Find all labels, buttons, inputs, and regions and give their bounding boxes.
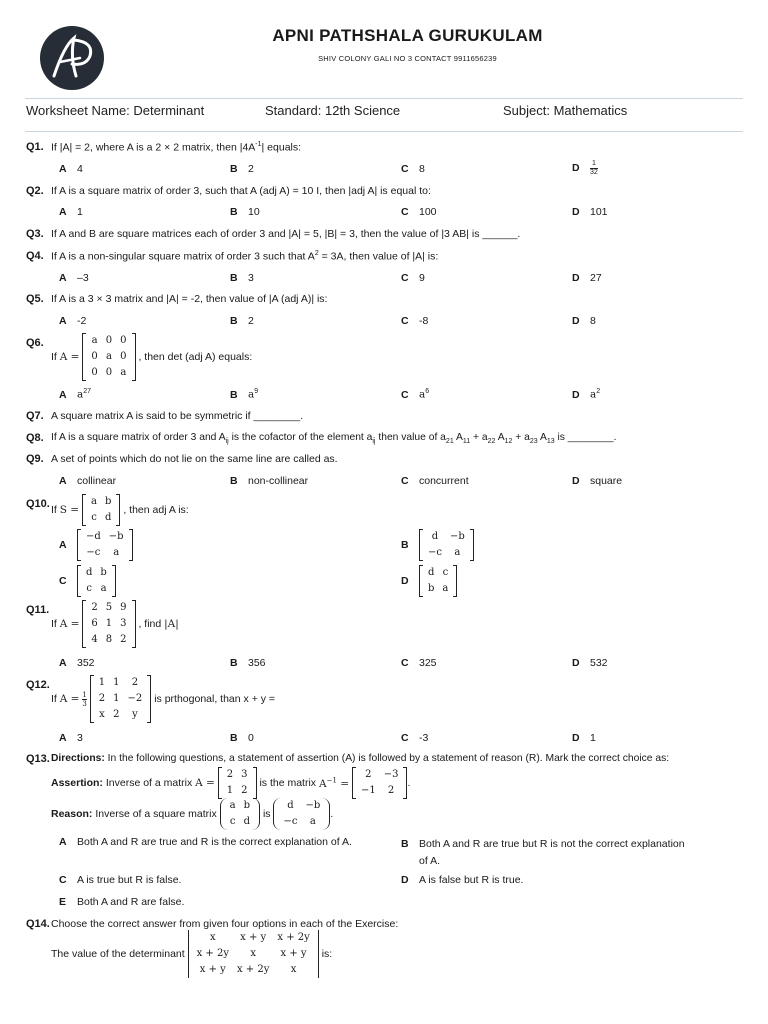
question-number: Q11. bbox=[26, 604, 50, 616]
matrix-grid bbox=[424, 529, 469, 561]
matrix-entry: −1 bbox=[360, 785, 376, 796]
option-d[interactable]: D 27 bbox=[572, 272, 602, 284]
matrix-a bbox=[90, 675, 152, 723]
matrix-entry: d bbox=[428, 567, 435, 578]
option-b[interactable]: B d −b −c a bbox=[401, 529, 474, 561]
matrix-a bbox=[82, 600, 135, 648]
matrix-entry: b bbox=[100, 567, 107, 578]
matrix-entry: 2 bbox=[387, 785, 395, 796]
question-number: Q12. bbox=[26, 679, 50, 691]
matrix-entry: d bbox=[86, 567, 93, 578]
question-text: If A is a square matrix of order 3 and $A_{ij}$ is the cofactor of the element $a_{ij}$ then value of $a_{21}$ $A_{11} + a_{22}$ $A_{12} + a_{23}$ $A_{13}$ is ________. bbox=[51, 432, 617, 446]
question-text: Choose the correct answer from given four options in each of the Exercise: bbox=[51, 918, 399, 930]
standard: Standard: 12th Science bbox=[265, 103, 401, 118]
option-d[interactable]: D 101 bbox=[572, 206, 608, 218]
matrix-entry: −2 bbox=[127, 693, 143, 704]
matrix-entry: 2 bbox=[131, 677, 139, 688]
option-d[interactable]: D 1 bbox=[572, 732, 596, 744]
matrix-entry: −3 bbox=[383, 769, 399, 780]
question-11-text: If A = 2 5 9 6 1 3 4 8 2 , find |A| bbox=[51, 600, 179, 648]
matrix-entry: 0 bbox=[120, 351, 127, 362]
matrix-entry: 2 bbox=[365, 769, 372, 780]
matrix-entry: d bbox=[287, 800, 294, 811]
question-number: Q9. bbox=[26, 453, 44, 465]
matrix-entry: d bbox=[105, 512, 112, 523]
option-b[interactable]: B 2 bbox=[230, 315, 254, 327]
option-c[interactable]: C concurrent bbox=[401, 475, 469, 487]
option-a[interactable]: A -2 bbox=[59, 315, 87, 327]
matrix-entry: x + y bbox=[240, 932, 267, 943]
matrix-entry: 1 bbox=[113, 693, 120, 704]
matrix-entry: −b bbox=[449, 531, 465, 542]
question-number: Q1. bbox=[26, 141, 44, 153]
question-text: Directions: In the following questions, a statement of assertion (A) is followed by a statement of reason (R). Mark the correct choice as: bbox=[51, 753, 670, 764]
question-12-text: If A = $\frac{1}{3}$ 1 1 2 2 1 −2 x 2 y is prthogonal, than x + y = bbox=[51, 675, 275, 723]
question-number: Q6. bbox=[26, 337, 44, 349]
matrix-entry: c bbox=[442, 567, 449, 578]
matrix-entry: a bbox=[91, 496, 97, 507]
option-b[interactable]: B 2 bbox=[230, 163, 254, 175]
option-c[interactable]: C 9 bbox=[401, 272, 425, 284]
subject: Subject: Mathematics bbox=[503, 103, 628, 118]
matrix-entry: 2 bbox=[241, 785, 248, 796]
matrix-entry: a bbox=[105, 351, 112, 362]
matrix-entry: a bbox=[454, 547, 461, 558]
matrix-grid bbox=[357, 767, 403, 799]
matrix-grid bbox=[279, 798, 324, 830]
option-b[interactable]: B 0 bbox=[230, 732, 254, 744]
matrix-entry: a bbox=[100, 583, 107, 594]
matrix-entry: y bbox=[132, 709, 138, 720]
option-d[interactable]: D d c b a bbox=[401, 565, 457, 597]
question-number: Q2. bbox=[26, 185, 44, 197]
option-e[interactable]: E Both A and R are false. bbox=[59, 896, 185, 908]
matrix-entry: 2 bbox=[120, 634, 127, 645]
option-c[interactable]: C 325 bbox=[401, 657, 437, 669]
option-a[interactable]: A 1 bbox=[59, 206, 83, 218]
meta-divider bbox=[25, 131, 743, 132]
option-d[interactable]: D $a^2$ bbox=[572, 388, 601, 401]
question-text: If |A| = 2, where A is a 2 × 2 matrix, then $|4A^{-1}|$ equals: bbox=[51, 141, 302, 154]
worksheet-header bbox=[0, 0, 768, 98]
matrix-entry: c bbox=[229, 816, 236, 827]
matrix-entry: 2 bbox=[226, 769, 234, 780]
question-text: A square matrix A is said to be symmetric if ________. bbox=[51, 410, 304, 422]
question-text: If A and B are square matrices each of order 3 and |A| = 5, |B| = 3, then the value of |3 AB| is ______. bbox=[51, 228, 521, 240]
matrix-entry: d bbox=[431, 531, 439, 542]
question-number: Q13. bbox=[26, 753, 50, 765]
option-d[interactable]: D 8 bbox=[572, 315, 596, 327]
matrix-s bbox=[82, 494, 120, 526]
question-6-text: If A = a 0 0 0 a 0 0 0 a , then det (adj A) equals: bbox=[51, 333, 252, 381]
matrix-entry: 9 bbox=[120, 602, 127, 613]
matrix-entry: 3 bbox=[120, 618, 127, 629]
school-logo bbox=[40, 26, 104, 90]
matrix-entry: 1 bbox=[98, 677, 106, 688]
matrix-entry: 0 bbox=[105, 367, 113, 378]
option-d[interactable]: D square bbox=[572, 475, 623, 487]
matrix-grid bbox=[87, 494, 115, 526]
assertion: Assertion: Inverse of a matrix A = 2 3 1 2 is the matrix $A^{-1}$ = 2 −3 −1 2 . bbox=[51, 767, 410, 799]
matrix-grid bbox=[82, 565, 111, 597]
matrix-entry: a bbox=[91, 335, 98, 346]
option-b[interactable]: B $a^9$ bbox=[230, 388, 259, 401]
matrix-grid bbox=[87, 333, 130, 381]
matrix-entry: −b bbox=[305, 800, 321, 811]
question-text: If A is a 3 × 3 matrix and |A| = -2, then value of |A (adj A)| is: bbox=[51, 293, 328, 305]
question-text: If A is a square matrix of order 3, such that A (adj A) = 10 I, then |adj A| is equal to: bbox=[51, 185, 431, 197]
matrix-entry: b bbox=[105, 496, 112, 507]
matrix-entry: 5 bbox=[105, 602, 113, 613]
matrix-entry: b bbox=[428, 583, 435, 594]
option-a[interactable]: A 3 bbox=[59, 732, 83, 744]
matrix-entry: −c bbox=[428, 547, 442, 558]
matrix-entry: b bbox=[243, 800, 251, 811]
matrix-grid bbox=[223, 767, 252, 799]
question-text: If A is a non-singular square matrix of order 3 such that $A^2 = 3A$, then value of |A| is: bbox=[51, 250, 439, 263]
matrix-entry: 1 bbox=[113, 677, 120, 688]
option-a[interactable]: A 4 bbox=[59, 163, 83, 175]
matrix-entry: x bbox=[250, 948, 256, 959]
matrix-entry: −d bbox=[86, 531, 101, 542]
matrix-entry: x + 2y bbox=[236, 964, 270, 975]
matrix-entry: a bbox=[309, 816, 316, 827]
matrix-entry: 0 bbox=[91, 367, 98, 378]
matrix-entry: 0 bbox=[105, 335, 113, 346]
option-c[interactable]: C A is true but R is false. bbox=[59, 874, 182, 886]
option-b[interactable]: B Both A and R are true but R is not the correct explanation of A. bbox=[401, 838, 685, 867]
matrix-entry: x + y bbox=[199, 964, 226, 975]
question-text: A set of points which do not lie on the same line are called as. bbox=[51, 453, 338, 465]
determinant bbox=[188, 930, 319, 978]
school-address: SHIV COLONY GALI NO 3 CONTACT 9911656239 bbox=[318, 54, 497, 63]
matrix-grid bbox=[95, 675, 147, 723]
question-number: Q4. bbox=[26, 250, 44, 262]
option-c[interactable]: C 100 bbox=[401, 206, 437, 218]
question-10-text: If S = a b c d , then adj A is: bbox=[51, 494, 189, 526]
option-b[interactable]: B 10 bbox=[230, 206, 260, 218]
option-b[interactable]: B 356 bbox=[230, 657, 266, 669]
matrix-entry: a bbox=[120, 367, 127, 378]
option-c[interactable]: C 8 bbox=[401, 163, 425, 175]
school-name: APNI PATHSHALA GURUKULAM bbox=[272, 26, 543, 45]
question-number: Q14. bbox=[26, 918, 50, 930]
matrix-entry: 1 bbox=[226, 785, 234, 796]
question-number: Q5. bbox=[26, 293, 44, 305]
question-number: Q7. bbox=[26, 410, 44, 422]
header-divider bbox=[25, 98, 743, 99]
matrix-entry: −b bbox=[108, 531, 124, 542]
ap-monogram-icon bbox=[40, 26, 104, 90]
matrix-entry: c bbox=[86, 583, 92, 594]
question-number: Q8. bbox=[26, 432, 44, 444]
matrix-entry: 2 bbox=[91, 602, 98, 613]
option-d[interactable]: D 532 bbox=[572, 657, 608, 669]
matrix-entry: x bbox=[290, 964, 297, 975]
matrix-grid bbox=[424, 565, 452, 597]
matrix-entry: a bbox=[442, 583, 449, 594]
option-c[interactable]: C -8 bbox=[401, 315, 429, 327]
matrix-entry: a bbox=[113, 547, 120, 558]
matrix-entry: x bbox=[99, 709, 105, 720]
matrix-entry: 2 bbox=[113, 709, 120, 720]
option-a[interactable]: A collinear bbox=[59, 475, 117, 487]
matrix-grid bbox=[87, 600, 130, 648]
matrix-entry: −c bbox=[283, 816, 298, 827]
matrix-entry: c bbox=[91, 512, 97, 523]
matrix-entry: a bbox=[229, 800, 236, 811]
matrix-entry: 1 bbox=[105, 618, 113, 629]
worksheet-name: Worksheet Name: Determinant bbox=[26, 103, 205, 118]
matrix-entry: x bbox=[209, 932, 216, 943]
matrix-entry: 8 bbox=[105, 634, 113, 645]
matrix-entry: 4 bbox=[91, 634, 98, 645]
matrix-entry: x + y bbox=[280, 948, 307, 959]
option-a[interactable]: A −d −b −c a bbox=[59, 529, 133, 561]
option-a[interactable]: A –3 bbox=[59, 272, 89, 284]
option-b[interactable]: B non-collinear bbox=[230, 475, 309, 487]
option-c[interactable]: C d b c a bbox=[59, 565, 116, 597]
matrix-entry: −c bbox=[86, 547, 101, 558]
question-14-text: The value of the determinant x x + y x + 2y x + 2y x x + y x + y x + 2y x is: bbox=[51, 930, 332, 978]
option-c[interactable]: C $a^6$ bbox=[401, 388, 430, 401]
matrix-grid bbox=[193, 930, 314, 978]
matrix-entry: 3 bbox=[241, 769, 248, 780]
matrix-entry: d bbox=[243, 816, 251, 827]
option-d[interactable]: D A is false but R is true. bbox=[401, 874, 524, 886]
option-a[interactable]: A Both A and R are true and R is the correct explanation of A. bbox=[59, 836, 352, 848]
matrix-entry: 0 bbox=[120, 335, 127, 346]
option-b[interactable]: B 3 bbox=[230, 272, 254, 284]
matrix-a bbox=[82, 333, 135, 381]
matrix-entry: 2 bbox=[98, 693, 106, 704]
matrix-grid bbox=[82, 529, 128, 561]
question-number: Q3. bbox=[26, 228, 44, 240]
option-a[interactable]: A $a^{27}$ bbox=[59, 388, 92, 401]
option-a[interactable]: A 352 bbox=[59, 657, 95, 669]
matrix-entry: x + 2y bbox=[277, 932, 310, 943]
matrix-grid bbox=[226, 798, 254, 830]
question-number: Q10. bbox=[26, 498, 50, 510]
option-c[interactable]: C -3 bbox=[401, 732, 429, 744]
matrix-entry: 0 bbox=[91, 351, 98, 362]
matrix-entry: x + 2y bbox=[196, 948, 229, 959]
option-d[interactable]: D $\frac{1}{32}$ bbox=[572, 160, 598, 176]
matrix-entry: 6 bbox=[91, 618, 98, 629]
reason: Reason: Inverse of a square matrix a b c d is d −b −c a . bbox=[51, 798, 333, 830]
